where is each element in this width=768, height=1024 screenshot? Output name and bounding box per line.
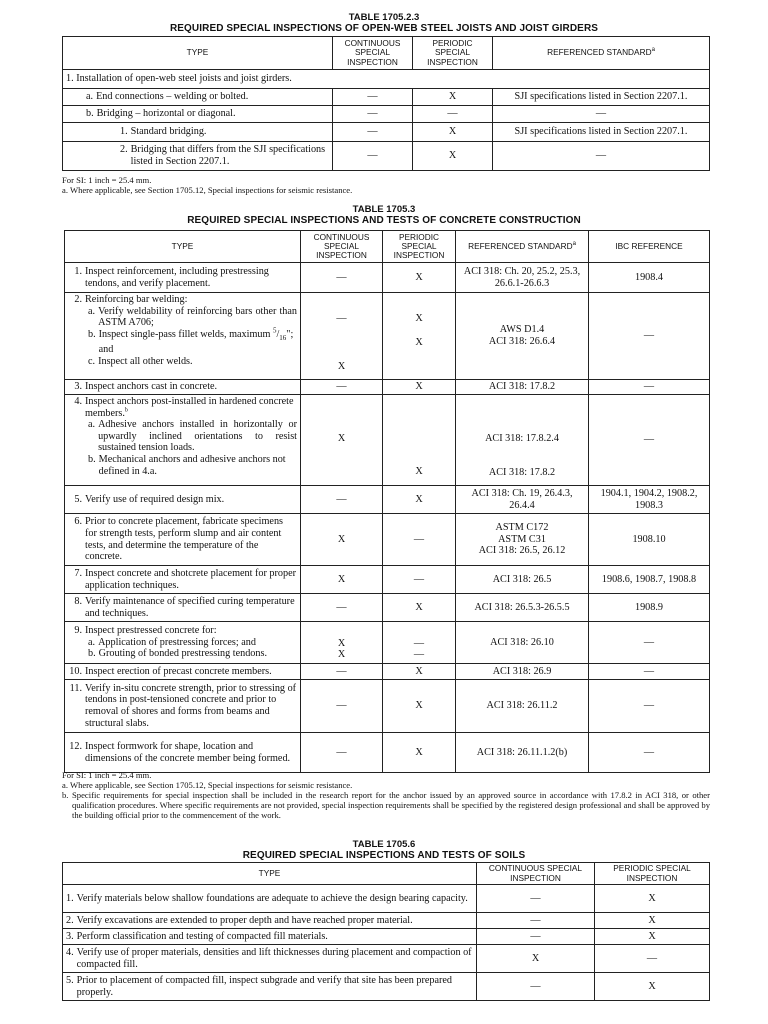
row-ibc: — [589,680,710,733]
row-standard: SJI specifications listed in Section 2207.1. [493,123,710,142]
table-1705-6-title: REQUIRED SPECIAL INSPECTIONS AND TESTS OF SOILS [242,850,526,861]
row-type: 4. Verify use of proper materials, densities and lift thicknesses during placement and compaction of compacted fill. [63,945,477,973]
row-standard: ACI 318: 26.9 [456,664,589,680]
table-row [65,380,710,395]
table-1705-2-3-footnotes [62,175,712,195]
row-type: 11. Verify in-situ concrete strength, prior to stressing of tendons in post-tensioned concrete and prior to removal of shores and forms from beams and structural slabs. [65,680,301,733]
row-ibc: — [589,622,710,664]
footnote-a: a. Where applicable, see Section 1705.12, Special inspections for seismic resistance. [62,185,353,195]
row-standard: ASTM C172 ASTM C31 ACI 318: 26.5, 26.12 [456,514,589,566]
row-periodic: X [383,263,456,293]
table-row [65,293,710,380]
header-type: TYPE [63,863,477,885]
table-1705-2-3-title: REQUIRED SPECIAL INSPECTIONS OF OPEN-WEB STEEL JOISTS AND JOIST GIRDERS [169,23,599,34]
row-standard: ACI 318: 17.8.2 [456,380,589,395]
row-continuous: X [301,566,383,594]
table-row [63,973,710,1001]
header-standard: REFERENCED STANDARD$^a$ [493,37,710,70]
row-periodic: X [383,680,456,733]
table-row [65,594,710,622]
row-standard: SJI specifications listed in Section 2207.1. [493,89,710,106]
table-1705-3 [64,230,710,773]
row-standard: ACI 318: 26.10 [456,622,589,664]
row-continuous: X [301,395,383,486]
table-row [65,622,710,664]
header-type: TYPE [65,231,301,263]
row-continuous: — [301,664,383,680]
row-continuous: X [301,514,383,566]
row-ibc: 1908.4 [589,263,710,293]
row-periodic: — — [383,622,456,664]
row-ibc: — [589,380,710,395]
table-row [63,142,710,171]
row-type: 1. Standard bridging. [63,123,333,142]
row-type: 10. Inspect erection of precast concrete members. [65,664,301,680]
row-ibc: 1908.6, 1908.7, 1908.8 [589,566,710,594]
row-type: 5. Prior to placement of compacted fill, inspect subgrade and verify that site has been prepared properly. [63,973,477,1001]
row-type: 1. Inspect reinforcement, including prestressing tendons, and verify placement. [65,263,301,293]
table-row [65,395,710,486]
row-periodic: X [413,123,493,142]
row-periodic: X [595,885,710,913]
header-ibc: IBC REFERENCE [589,231,710,263]
row-periodic: X [413,142,493,171]
row-periodic: X [383,380,456,395]
table-row [65,566,710,594]
row-standard: ACI 318: Ch. 19, 26.4.3, 26.4.4 [456,486,589,514]
row-periodic: X [383,486,456,514]
header-continuous: CONTINUOUS SPECIAL INSPECTION [477,863,595,885]
row-continuous: — [333,106,413,123]
row-periodic: — [413,106,493,123]
row-type: 6. Prior to concrete placement, fabricate specimens for strength tests, perform slump and air content tests, and determine the temperature of the concrete. [65,514,301,566]
table-1705-6 [62,862,710,1001]
table-row [65,733,710,773]
table-header-row [63,37,710,70]
row-standard: ACI 318: 26.5 [456,566,589,594]
row-type: 7. Inspect concrete and shotcrete placement for proper application techniques. [65,566,301,594]
table-row [63,885,710,913]
table-1705-2-3-number: TABLE 1705.2.3 [348,12,420,23]
row-type: a. End connections – welding or bolted. [63,89,333,106]
row-periodic: X [383,594,456,622]
row-periodic: X X [383,293,456,380]
row-ibc: 1908.10 [589,514,710,566]
row-periodic: — [383,514,456,566]
row-periodic: X [595,929,710,945]
table-row [65,514,710,566]
table-row [63,123,710,142]
row-continuous: — [333,89,413,106]
footnote-si: For SI: 1 inch = 25.4 mm. [62,175,152,185]
row-periodic: X [595,973,710,1001]
table-1705-3-number: TABLE 1705.3 [352,204,416,215]
row-type: 2. Reinforcing bar welding: a. Verify weldability of reinforcing bars other than ASTM A706; b. Inspect single-pass fillet welds, maximum $^5/_{16}$"; and c. Inspect all other welds. [65,293,301,380]
row-type: 2. Verify excavations are extended to proper depth and have reached proper material. [63,913,477,929]
table-row [63,913,710,929]
table-1705-3-footnotes [62,770,710,820]
footnote-b: b. Specific requirements for special inspection shall be included in the research report for the anchor issued by an approved source in accordance with 17.8.2 in ACI 318, or other qualification procedures. Where specific requirements are not provided, special inspection requirements shall be specified by the registered design professional and shall be approved by the building official prior to the commencement of the work. [62,790,710,820]
row-type: 12. Inspect formwork for shape, location and dimensions of the concrete member being formed. [65,733,301,773]
row-ibc: — [589,395,710,486]
row-standard: — [493,106,710,123]
table-1705-2-3 [62,36,710,171]
row-type: 8. Verify maintenance of specified curing temperature and techniques. [65,594,301,622]
row-type: 3. Perform classification and testing of compacted fill materials. [63,929,477,945]
table-row [63,89,710,106]
table-header-row [63,863,710,885]
header-periodic: PERIODIC SPECIAL INSPECTION [595,863,710,885]
row-periodic: — [595,945,710,973]
row-standard: ACI 318: Ch. 20, 25.2, 25.3, 26.6.1-26.6.3 [456,263,589,293]
row-periodic: — [383,566,456,594]
row-continuous: — [477,913,595,929]
table-row [63,70,710,89]
row-continuous: — [301,680,383,733]
table-row [65,486,710,514]
row-periodic: X [413,89,493,106]
table-row [63,929,710,945]
row-continuous: — [477,929,595,945]
row-periodic: X [383,664,456,680]
row-periodic: X [595,913,710,929]
row-continuous: — [301,733,383,773]
row-continuous: — [333,142,413,171]
table-1705-6-number: TABLE 1705.6 [352,839,416,850]
table-row [63,106,710,123]
row-ibc: 1908.9 [589,594,710,622]
row-standard: AWS D1.4 ACI 318: 26.6.4 [456,293,589,380]
row-ibc: — [589,293,710,380]
row-standard: ACI 318: 26.11.1.2(b) [456,733,589,773]
header-periodic: PERIODIC SPECIAL INSPECTION [413,37,493,70]
row-type: 9. Inspect prestressed concrete for: a. Application of prestressing forces; and b. Grouting of bonded prestressing tendons. [65,622,301,664]
row-type: 5. Verify use of required design mix. [65,486,301,514]
row-continuous: — [333,123,413,142]
header-continuous: CONTINUOUS SPECIAL INSPECTION [301,231,383,263]
row-type: 4. Inspect anchors post-installed in hardened concrete members.$^b$ a. Adhesive anchors installed in horizontally or upwardly inclined orientations to resist sustained tension loads. b. Mechanical anchors and adhesive anchors not defined in 4.a. [65,395,301,486]
table-row [65,680,710,733]
table-1705-3-title: REQUIRED SPECIAL INSPECTIONS AND TESTS OF CONCRETE CONSTRUCTION [187,215,581,226]
row-continuous: — [301,594,383,622]
footnote-si: For SI: 1 inch = 25.4 mm. [62,770,152,780]
table-row [65,263,710,293]
row-type: b. Bridging – horizontal or diagonal. [63,106,333,123]
row-periodic: X [383,395,456,486]
row-continuous: — [301,263,383,293]
row-continuous: — X [301,293,383,380]
row-standard: ACI 318: 26.5.3-26.5.5 [456,594,589,622]
row-ibc: 1904.1, 1904.2, 1908.2, 1908.3 [589,486,710,514]
row-standard: ACI 318: 17.8.2.4 ACI 318: 17.8.2 [456,395,589,486]
row-standard: — [493,142,710,171]
header-continuous: CONTINUOUS SPECIAL INSPECTION [333,37,413,70]
row-type: 1. Verify materials below shallow foundations are adequate to achieve the design bearing capacity. [63,885,477,913]
table-header-row [65,231,710,263]
row-continuous: — [477,973,595,1001]
row-type: 2. Bridging that differs from the SJI specifications listed in Section 2207.1. [63,142,333,171]
header-periodic: PERIODIC SPECIAL INSPECTION [383,231,456,263]
row-continuous: — [477,885,595,913]
row-continuous: X [477,945,595,973]
row-ibc: — [589,733,710,773]
row-continuous: — [301,380,383,395]
table-row [63,945,710,973]
table-row [65,664,710,680]
footnote-a: a. Where applicable, see Section 1705.12, Special inspections for seismic resistance. [62,780,353,790]
row-continuous: — [301,486,383,514]
row-continuous: X X [301,622,383,664]
row-type: 3. Inspect anchors cast in concrete. [65,380,301,395]
row-periodic: X [383,733,456,773]
row-ibc: — [589,664,710,680]
header-standard: REFERENCED STANDARD$^a$ [456,231,589,263]
row-standard: ACI 318: 26.11.2 [456,680,589,733]
header-type: TYPE [63,37,333,70]
row-heading: 1. Installation of open-web steel joists and joist girders. [63,70,710,89]
